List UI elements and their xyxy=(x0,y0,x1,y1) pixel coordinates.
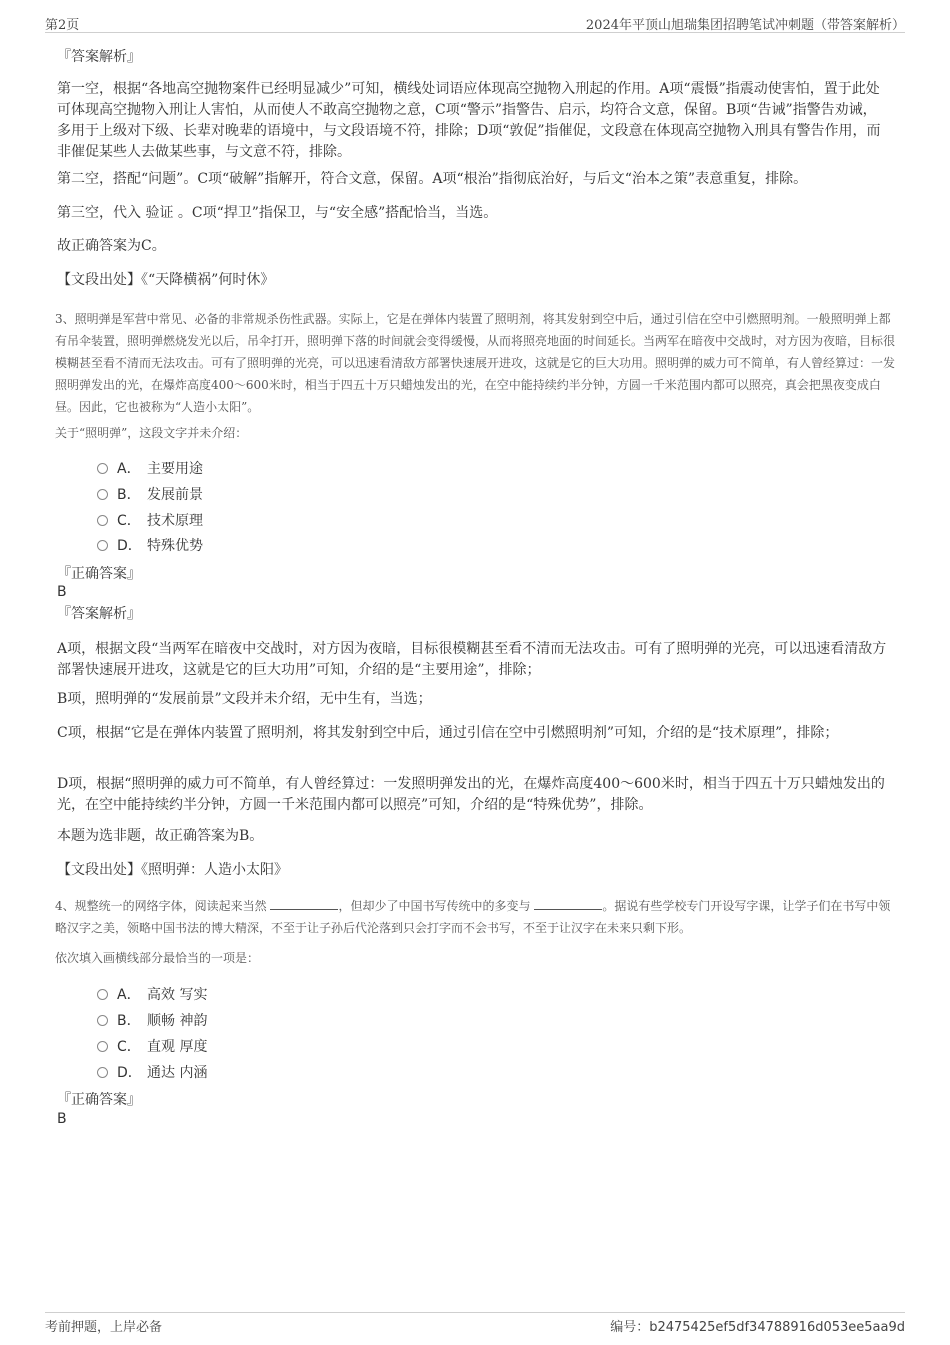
page-number: 第2页 xyxy=(45,18,80,33)
option-key: A． xyxy=(117,461,141,477)
document-code xyxy=(610,1316,905,1335)
q3-prompt: 关于“照明弹”，这段文字并未介绍： xyxy=(55,426,248,440)
radio-icon[interactable] xyxy=(97,540,108,551)
option-text: 技术原理 xyxy=(147,513,203,529)
q3-stem: 3、照明弹是军营中常见、必备的非常规杀伤性武器。实际上，它是在弹体内装置了照明剂，将其发射到空中后，通过引信在空中引燃照明剂。一般照明弹上都有吊伞装置，照明弹燃烧发光以后，吊伞打开，照明弹下落的时间就会变得缓慢，从而将照亮地面的时间延长。当两军在暗夜中交战时，对方因为夜暗，目标很模糊甚至看不清而无法攻击。可有了照明弹的光亮，可以迅速看清敌方部署快速展开进攻，这就是它的巨大功用。照明弹的威力可不简单，有人曾经算过：一发照明弹发出的光，在爆炸高度400～600米时，相当于四五十万只蜡烛发出的光，在空中能持续约半分钟，方圆一千米范围内都可以照亮，真会把黑夜变成白昼。因此，它也被称为“人造小太阳”。 xyxy=(55,312,896,414)
page-header xyxy=(45,12,905,33)
option-key: C． xyxy=(117,513,141,529)
q3-answer: B xyxy=(57,584,67,600)
option-text: 特殊优势 xyxy=(147,538,203,554)
q3-analysis-title: 『答案解析』 xyxy=(57,606,141,622)
radio-icon[interactable] xyxy=(97,989,108,1000)
q3-option-d[interactable] xyxy=(97,536,203,556)
blank-line-1 xyxy=(270,897,338,910)
radio-icon[interactable] xyxy=(97,515,108,526)
q2-analysis-p4: 故正确答案为C。 xyxy=(57,238,166,254)
option-key: A． xyxy=(117,987,141,1003)
q3-source: 【文段出处】《照明弹：人造小太阳》 xyxy=(57,862,288,878)
q4-option-a[interactable] xyxy=(97,985,207,1005)
option-key: D． xyxy=(117,1065,142,1081)
q4-prompt: 依次填入画横线部分最恰当的一项是： xyxy=(55,951,260,965)
q2-analysis-p2: 第二空，搭配“问题”。C项“破解”指解开，符合文意，保留。A项“根治”指彻底治好，与后文“治本之策”表意重复，排除。 xyxy=(57,171,808,187)
option-key: C． xyxy=(117,1039,141,1055)
option-key: B． xyxy=(117,1013,141,1029)
q4-stem-part-1: 4、规整统一的网络字体，阅读起来当然 xyxy=(55,899,267,913)
option-key: D． xyxy=(117,538,142,554)
q2-analysis-title: 『答案解析』 xyxy=(57,49,141,65)
footer-slogan: 考前押题，上岸必备 xyxy=(45,1320,163,1335)
q3-option-c[interactable] xyxy=(97,511,203,531)
radio-icon[interactable] xyxy=(97,1015,108,1026)
option-text: 通达 内涵 xyxy=(147,1065,208,1081)
q4-answer-title: 『正确答案』 xyxy=(57,1092,141,1108)
q3-answer-title: 『正确答案』 xyxy=(57,566,141,582)
blank-line-2 xyxy=(534,897,602,910)
q3-analysis-d: D项，根据“照明弹的威力可不简单，有人曾经算过：一发照明弹发出的光，在爆炸高度400～600米时，相当于四五十万只蜡烛发出的光，在空中能持续约半分钟，方圆一千米范围内都可以照亮”可知，介绍的是“特殊优势”，排除。 xyxy=(57,776,885,813)
radio-icon[interactable] xyxy=(97,489,108,500)
option-text: 高效 写实 xyxy=(147,987,208,1003)
radio-icon[interactable] xyxy=(97,463,108,474)
q4-answer: B xyxy=(57,1111,67,1127)
q3-conclusion: 本题为选非题，故正确答案为B。 xyxy=(57,828,264,844)
q4-option-c[interactable] xyxy=(97,1037,207,1057)
q3-option-b[interactable] xyxy=(97,485,203,505)
page-footer xyxy=(45,1312,905,1335)
q4-stem-part-3: 。据说有些学校专门开设写字课，让学子们在书写中领略汉字之美，领略中国书法的博大精深，不至于让子孙后代沦落到只会打字而不会书写，不至于让汉字在未来只剩下形。 xyxy=(55,899,891,935)
option-text: 发展前景 xyxy=(147,487,203,503)
radio-icon[interactable] xyxy=(97,1041,108,1052)
radio-icon[interactable] xyxy=(97,1067,108,1078)
q3-analysis-a: A项，根据文段“当两军在暗夜中交战时，对方因为夜暗，目标很模糊甚至看不清而无法攻击。可有了照明弹的光亮，可以迅速看清敌方部署快速展开进攻，这就是它的巨大功用”可知，介绍的是“主要用途”，排除； xyxy=(57,641,887,678)
q3-analysis-c: C项，根据“它是在弹体内装置了照明剂，将其发射到空中后，通过引信在空中引燃照明剂”可知，介绍的是“技术原理”，排除； xyxy=(57,725,839,741)
document-title: 2024年平顶山旭瑞集团招聘笔试冲刺题（带答案解析） xyxy=(585,18,905,33)
code-value: b2475425ef5df34788916d053ee5aa9d xyxy=(649,1320,905,1335)
q2-analysis-p1: 第一空，根据“各地高空抛物案件已经明显减少”可知，横线处词语应体现高空抛物入刑起的作用。A项“震慑”指震动使害怕，置于此处可体现高空抛物入刑让人害怕，从而使人不敢高空抛物之意，C项“警示”指警告、启示，均符合文意，保留。B项“告诫”指警告劝诫，多用于上级对下级、长辈对晚辈的语境中，与文段语境不符，排除；D项“敦促”指催促，文段意在体现高空抛物入刑具有警告作用，而非催促某些人去做某些事，与文意不符，排除。 xyxy=(57,81,881,160)
option-text: 直观 厚度 xyxy=(147,1039,208,1055)
q3-analysis-b: B项，照明弹的“发展前景”文段并未介绍，无中生有，当选； xyxy=(57,691,432,707)
q3-option-a[interactable] xyxy=(97,459,203,479)
q2-analysis-p3: 第三空，代入 验证 。C项“捍卫”指保卫，与“安全感”搭配恰当，当选。 xyxy=(57,205,498,221)
q4-stem xyxy=(55,895,900,939)
option-text: 主要用途 xyxy=(147,461,203,477)
q2-source: 【文段出处】《“天降横祸”何时休》 xyxy=(57,272,275,288)
code-label: 编号： xyxy=(610,1320,650,1335)
q4-stem-part-2: ，但却少了中国书写传统中的多变与 xyxy=(338,899,531,913)
q4-option-d[interactable] xyxy=(97,1063,207,1083)
option-text: 顺畅 神韵 xyxy=(147,1013,208,1029)
q4-option-b[interactable] xyxy=(97,1011,207,1031)
option-key: B． xyxy=(117,487,141,503)
